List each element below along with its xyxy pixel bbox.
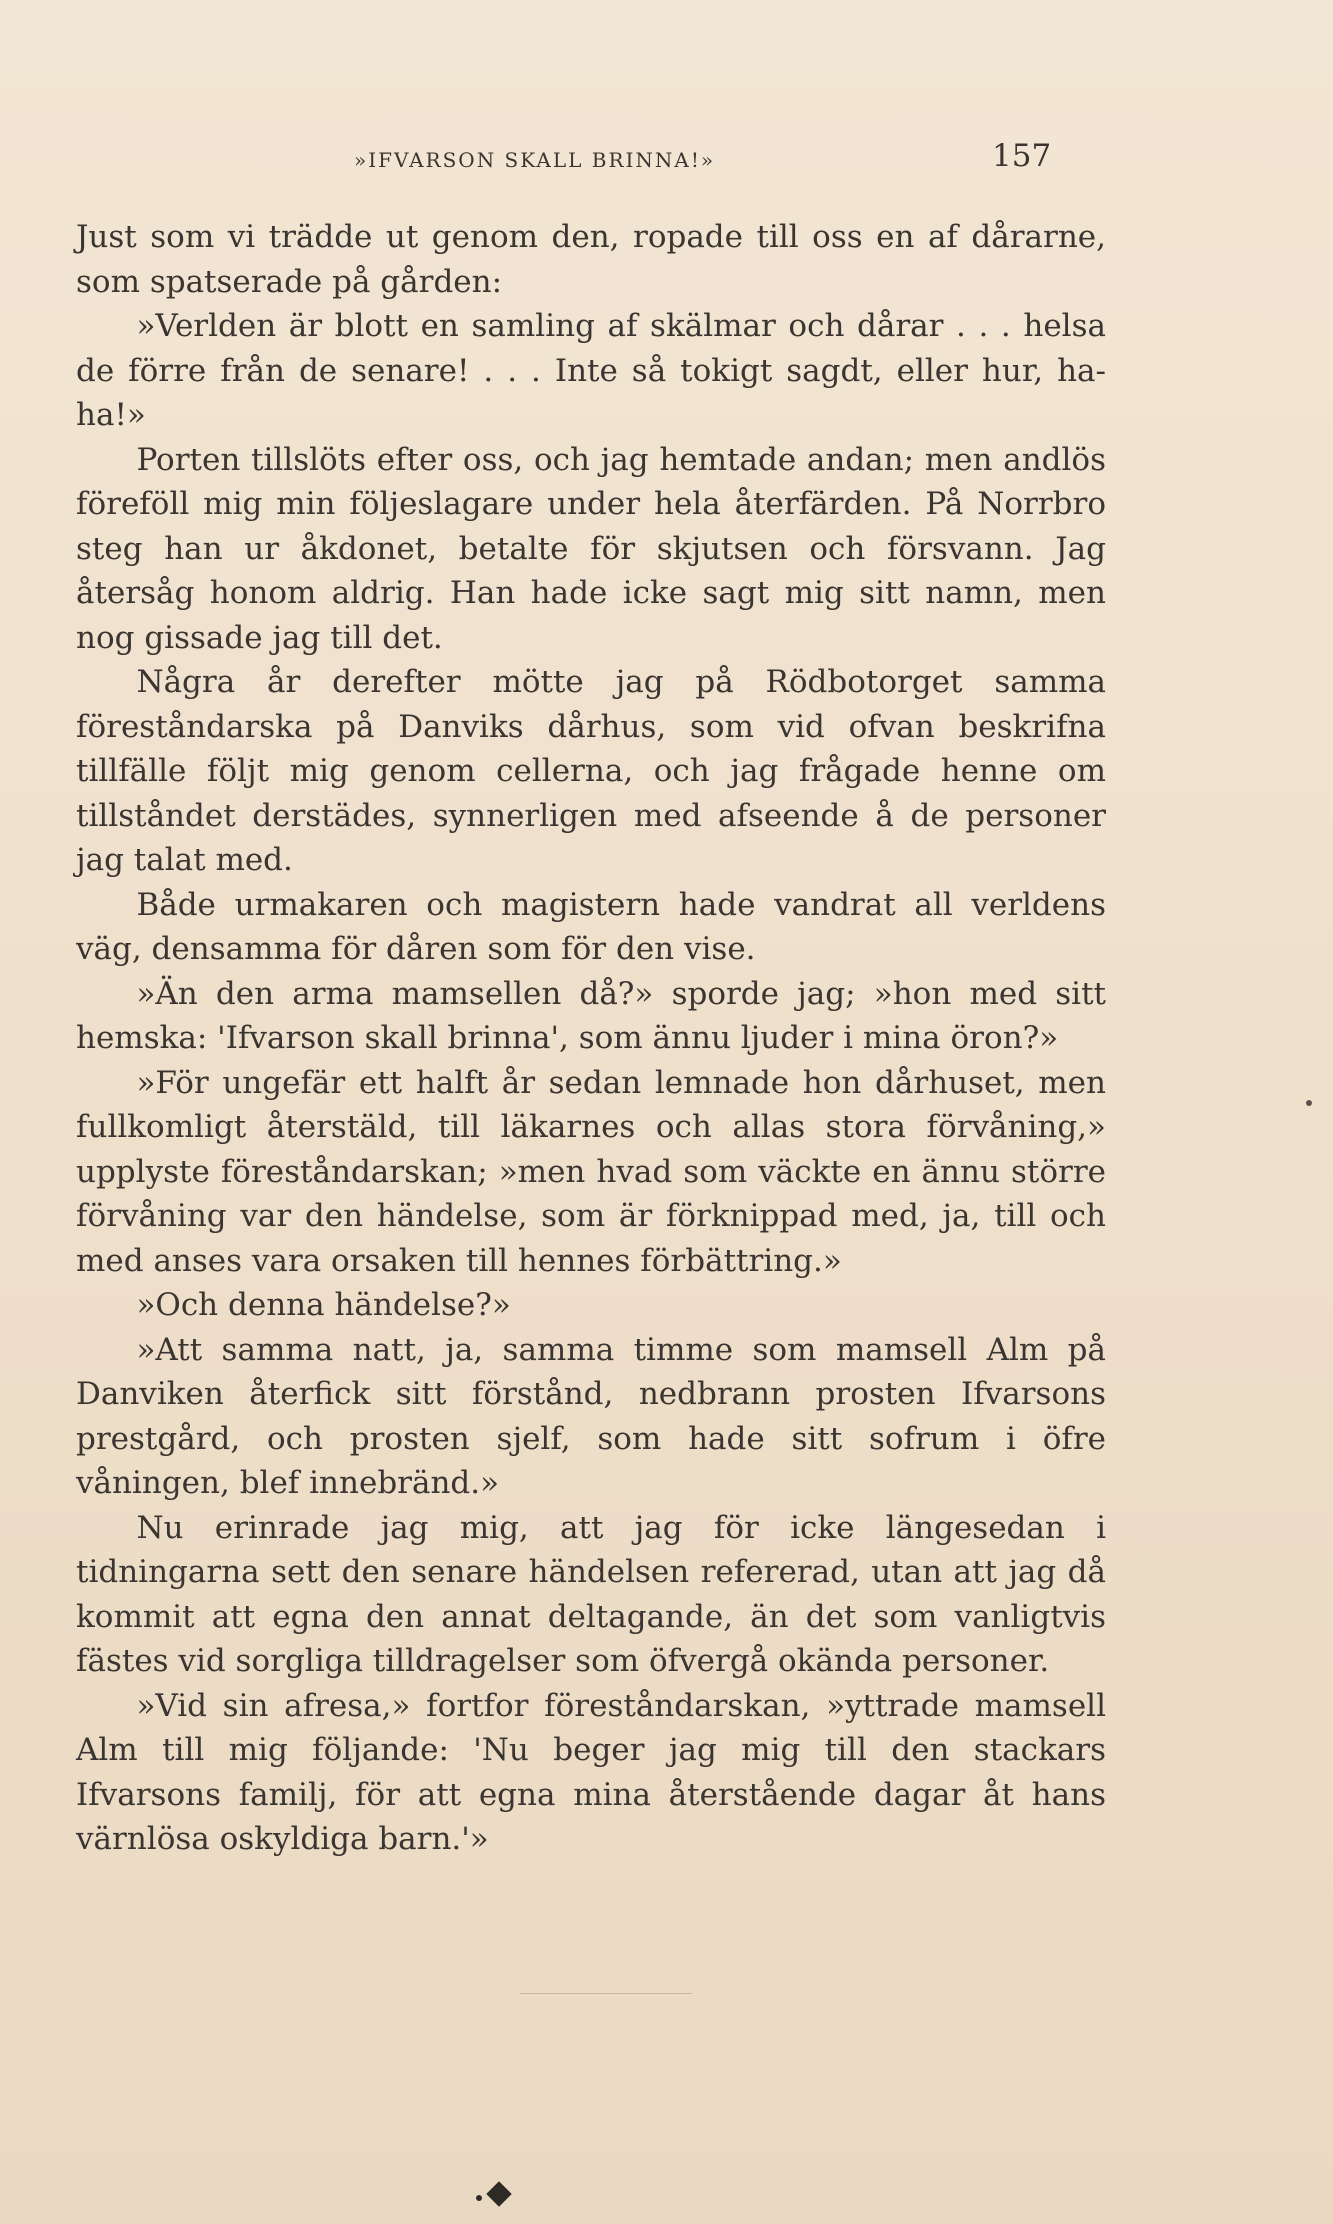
section-divider [520,1993,692,1994]
paragraph: Porten tillslöts efter oss, och jag hemtade andan; men andlös föreföll mig min följeslagare under hela återfärden. På Norrbro steg han ur åkdonet, betalte för skjutsen och försvann. Jag återsåg honom aldrig. Han hade icke sagt mig sitt namn, men nog gissade jag till det. [76,441,1106,656]
paper-speck [1306,1100,1312,1106]
paragraph: »Verlden är blott en samling af skälmar och dårar . . . helsa de förre från de senare! . . . Inte så tokigt sagdt, eller hur, ha-ha!» [76,308,1106,433]
paragraph: »Att samma natt, ja, samma timme som mamsell Alm på Danviken återfick sitt förstånd, nedbrann prosten Ifvarsons prestgård, och prosten sjelf, som hade sitt sofrum i öfre våningen, blef innebränd.» [76,1331,1106,1501]
paragraph: »För ungefär ett halft år sedan lemnade hon dårhuset, men fullkomligt återstäld, till läkarnes och allas stora förvåning,» upplyste föreståndarskan; »men hvad som väckte en ännu större förvåning var den händelse, som är förknippad med, ja, till och med anses vara orsaken till hennes förbättring.» [76,1064,1106,1279]
page-header [76,138,1076,188]
printer-ornament [476,2185,556,2215]
diamond-ornament-icon [486,2181,511,2206]
paragraph: Nu erinrade jag mig, att jag för icke längesedan i tidningarna sett den senare händelsen refererad, utan att jag då kommit att egna den annat deltagande, än det som vanligtvis fästes vid sorgliga tilldragelser som öfvergå okända personer. [76,1509,1106,1679]
paragraph: »Än den arma mamsellen då?» sporde jag; »hon med sitt hemska: 'Ifvarson skall brinna', som ännu ljuder i mina öron?» [76,975,1106,1056]
paragraph: Just som vi trädde ut genom den, ropade till oss en af dårarne, som spatserade på gården: [76,219,1106,300]
running-title: »IFVARSON SKALL BRINNA!» [354,148,716,172]
paragraph: »Vid sin afresa,» fortfor föreståndarskan, »yttrade mamsell Alm till mig följande: 'Nu beger jag mig till den stackars Ifvarsons familj, för att egna mina återstående dagar åt hans värnlösa oskyldiga barn.'» [76,1687,1106,1857]
body-text [76,215,1106,1862]
paragraph: »Och denna händelse?» [136,1287,511,1323]
page-number: 157 [992,138,1052,174]
dot-ornament-icon [476,2195,482,2201]
paragraph: Några år derefter mötte jag på Rödbotorget samma föreståndarska på Danviks dårhus, som vid ofvan beskrifna tillfälle följt mig genom cellerna, och jag frågade henne om tillståndet derstädes, synnerligen med afseende å de personer jag talat med. [76,664,1106,878]
paragraph: Både urmakaren och magistern hade vandrat all verldens väg, densamma för dåren som för den vise. [76,886,1106,967]
